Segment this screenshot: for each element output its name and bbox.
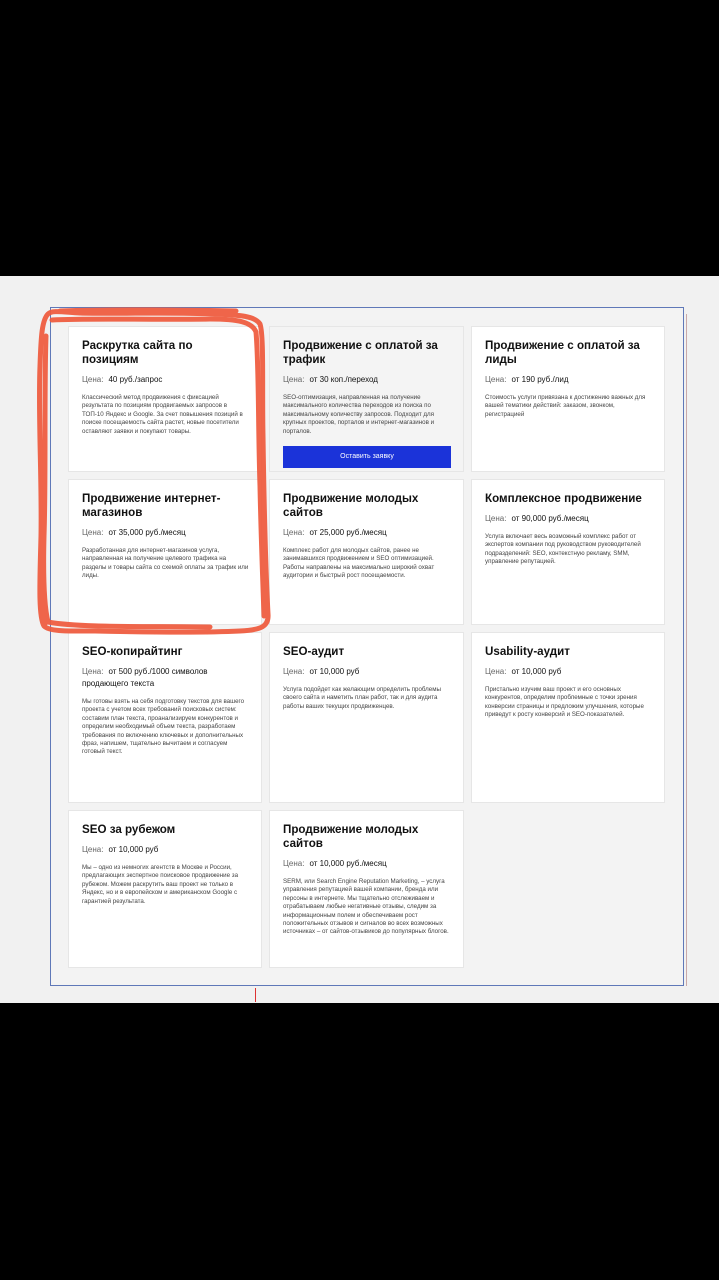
card-title: Комплексное продвижение <box>485 492 642 505</box>
card-description: Разработанная для интернет-магазинов услуга, направленная на получение целевого трафика на разделы и товары сайта со схемой оплаты за трафик или лиды. <box>82 547 249 580</box>
service-card-leads[interactable] <box>471 326 665 472</box>
price-label: Цена: <box>283 375 305 384</box>
card-title: Продвижение молодых сайтов <box>283 823 419 850</box>
price-value: от 500 руб./1000 символов продающего текста <box>82 667 208 688</box>
card-price <box>82 527 249 539</box>
price-value: от 35,000 руб./месяц <box>108 528 186 537</box>
price-label: Цена: <box>283 528 305 537</box>
card-description: Классический метод продвижения с фиксацией результата по позициям продвигаемых запросов в ТОП-10 Яндекс и Google. За счет повышения позиций в поиске посещаемость сайта растет, новые посетители оставляют заявки и покупают товары. <box>82 394 243 435</box>
price-label: Цена: <box>283 667 305 676</box>
screenshot-page <box>0 276 719 1003</box>
service-card-seo-audit[interactable] <box>269 632 464 803</box>
card-title: SEO-аудит <box>283 645 345 658</box>
card-price <box>283 666 451 678</box>
price-value: от 10,000 руб./месяц <box>309 859 387 868</box>
card-title: SEO за рубежом <box>82 823 176 836</box>
price-value: от 90,000 руб./месяц <box>511 514 589 523</box>
price-value: 40 руб./запрос <box>108 375 163 384</box>
card-price <box>82 666 249 690</box>
card-title: Usability-аудит <box>485 645 570 658</box>
card-title: Продвижение с оплатой за лиды <box>485 339 640 366</box>
margin-line <box>686 314 687 986</box>
price-value: от 25,000 руб./месяц <box>309 528 387 537</box>
card-price <box>485 513 652 525</box>
card-description: Мы готовы взять на себя подготовку текстов для вашего проекта с учетом всех требований поисковых систем: составим план текста, проанализируем конкурентов и определим необходимый объем текста, разработаем требования по включению ключевых и дополнительных фраз, напишем, тщательно вычитаем и согласуем готовый текст. <box>82 698 245 756</box>
card-description: Стоимость услуги привязана к достижению важных для вашей тематики действий: заказом, звонком, регистрацией <box>485 394 646 418</box>
service-card-ecommerce[interactable] <box>68 479 262 625</box>
card-price <box>485 374 652 386</box>
card-title: Продвижение интернет-магазинов <box>82 492 221 519</box>
service-card-seo-abroad[interactable] <box>68 810 262 968</box>
card-description: Услуга подойдет как желающим определить проблемы своего сайта и наметить план работ, так и для аудита работы ваших текущих продвиженцев. <box>283 686 441 710</box>
price-label: Цена: <box>485 375 507 384</box>
card-description: SERM, или Search Engine Reputation Marketing, – услуга управления репутацией вашей компании, бренда или персоны в интернете. Мы тщательно отслеживаем и отрабатываем любые негативные отзывы, следим за информационным полем и обеспечиваем рост положительных отзывов и сигналов во всех возможных источниках – от сайтов-отзывиков до популярных блогов. <box>283 878 449 936</box>
service-card-serm[interactable] <box>269 810 464 968</box>
price-label: Цена: <box>485 667 507 676</box>
red-marker-line <box>255 988 256 1002</box>
price-label: Цена: <box>485 514 507 523</box>
request-button[interactable]: Оставить заявку <box>283 446 451 468</box>
card-price <box>283 858 451 870</box>
card-price <box>283 374 451 386</box>
card-title: SEO-копирайтинг <box>82 645 183 658</box>
card-description: Мы – одно из немногих агентств в Москве и России, предлагающих экспертное поисковое продвижение за рубежом. Можем раскрутить ваш проект не только в Яндекс, но и в европейском и американском Google с гарантией результата. <box>82 864 239 905</box>
card-title: Продвижение с оплатой за трафик <box>283 339 438 366</box>
price-value: от 190 руб./лид <box>511 375 569 384</box>
price-value: от 10,000 руб <box>108 845 159 854</box>
card-description: SEO-оптимизация, направленная на получение максимального количества переходов из поиска по максимальному количеству запросов. Подходит для крупных проектов, порталов и интернет-магазинов и порталов. <box>283 394 435 435</box>
card-description: Комплекс работ для молодых сайтов, ранее не занимавшихся продвижением и SEO оптимизацией. Работы направлены на максимально широкий охват аудитории и быстрый рост посещаемости. <box>283 547 435 580</box>
price-value: от 30 коп./переход <box>309 375 378 384</box>
price-label: Цена: <box>283 859 305 868</box>
price-value: от 10,000 руб <box>309 667 360 676</box>
service-card-copywriting[interactable] <box>68 632 262 803</box>
card-title: Продвижение молодых сайтов <box>283 492 419 519</box>
price-label: Цена: <box>82 375 104 384</box>
card-description: Пристально изучим ваш проект и его основных конкурентов, определим проблемные с точки зрения конверсии страницы и предложим улучшения, которые приведут к росту конверсий и SEO-показателей. <box>485 686 644 719</box>
price-label: Цена: <box>82 667 104 676</box>
service-card-complex[interactable] <box>471 479 665 625</box>
price-label: Цена: <box>82 528 104 537</box>
service-card-traffic[interactable] <box>269 326 464 472</box>
price-label: Цена: <box>82 845 104 854</box>
card-price <box>82 374 249 386</box>
price-value: от 10,000 руб <box>511 667 562 676</box>
card-price <box>283 527 451 539</box>
card-price <box>82 844 249 856</box>
card-description: Услуга включает весь возможный комплекс работ от экспертов компании под руководством руководителей подразделений: SEO, контекстную рекламу, SMM, управление репутацией. <box>485 533 641 566</box>
service-card-positions[interactable] <box>68 326 262 472</box>
service-card-usability-audit[interactable] <box>471 632 665 803</box>
card-price <box>485 666 652 678</box>
card-title: Раскрутка сайта по позициям <box>82 339 193 366</box>
service-card-young-sites[interactable] <box>269 479 464 625</box>
